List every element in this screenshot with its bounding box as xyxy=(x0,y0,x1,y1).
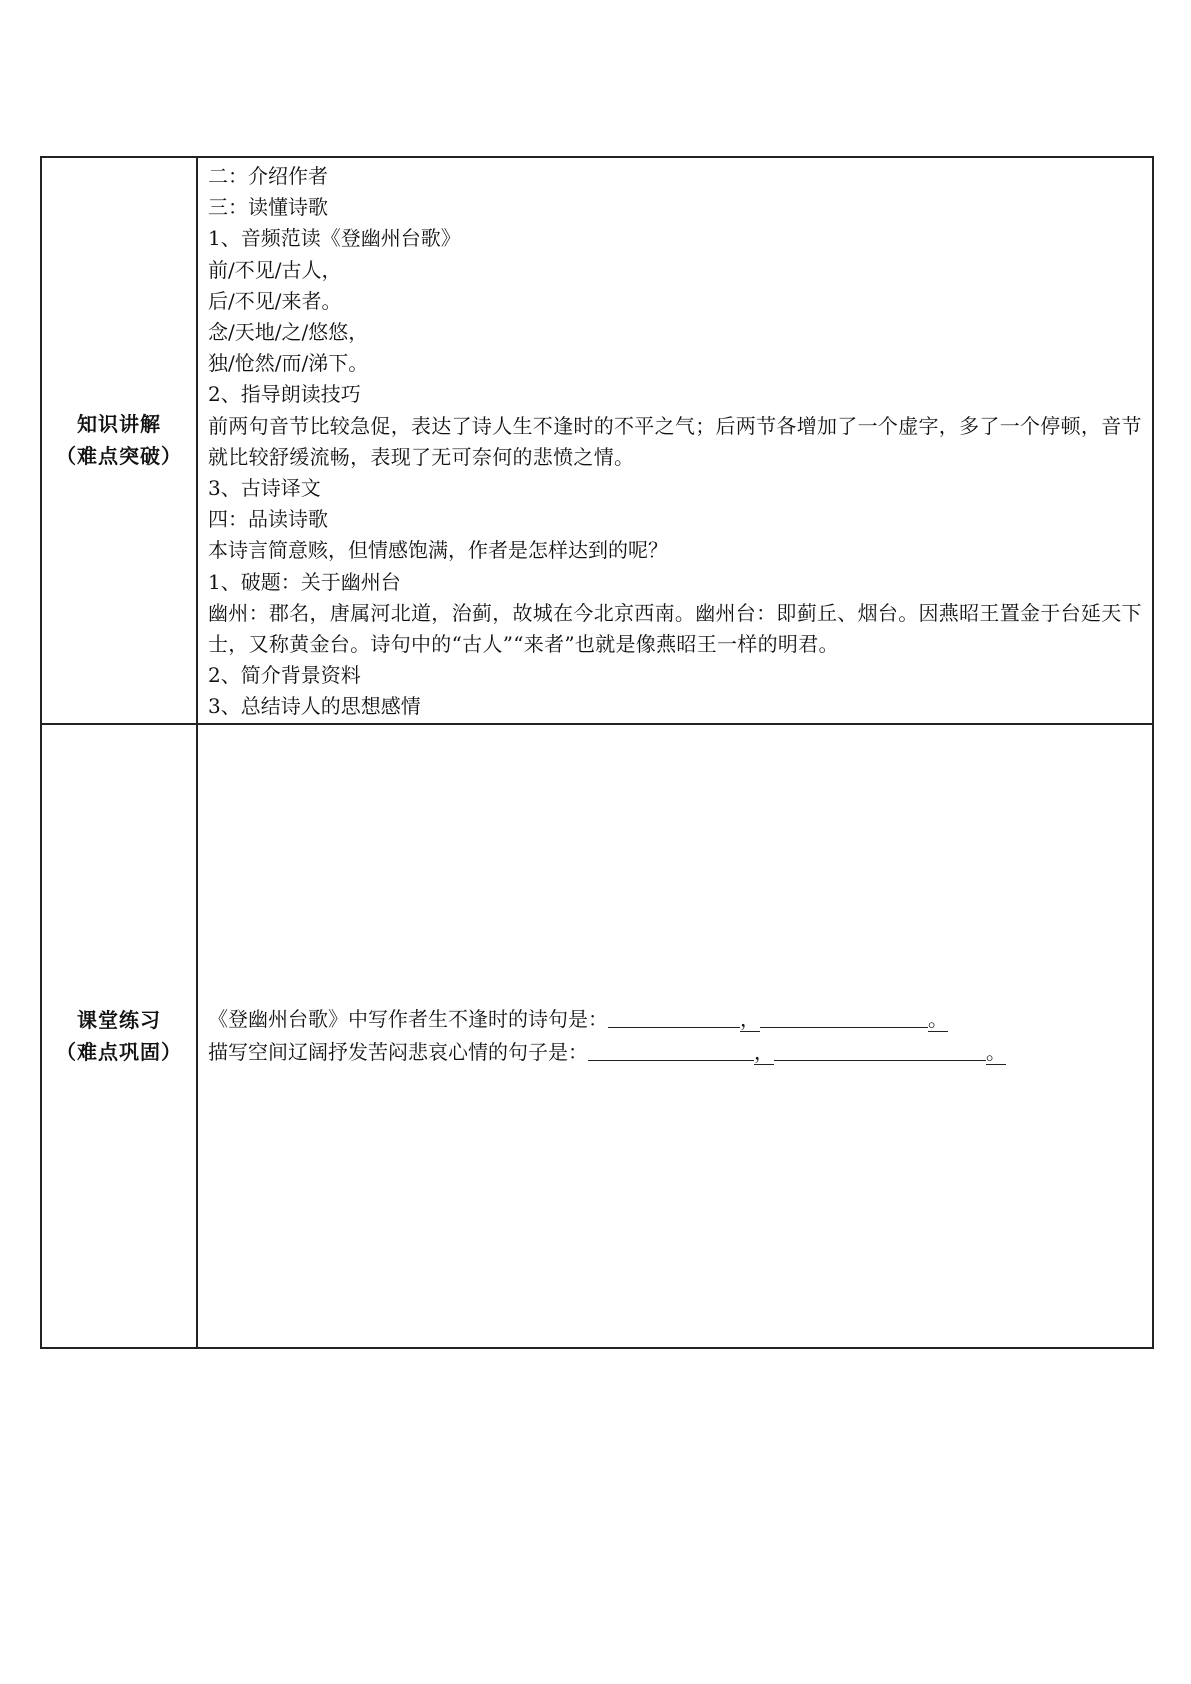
youzhou-note-paragraph: 幽州：郡名，唐属河北道，治蓟，故城在今北京西南。幽州台：即蓟丘、烟台。因燕昭王置金于台延天下士，又称黄金台。诗句中的“古人”“来者”也就是像燕昭王一样的明君。 xyxy=(208,600,1142,657)
blank-period: 。 xyxy=(986,1039,1006,1064)
poem-line: 前/不见/古人， xyxy=(208,257,342,282)
knowledge-label-cell xyxy=(41,157,197,724)
practice-row xyxy=(41,724,1153,1348)
answer-blank-1b[interactable] xyxy=(760,1005,928,1028)
practice-question-2 xyxy=(208,1036,1144,1068)
practice-content xyxy=(208,1003,1144,1067)
practice-label-subtitle: （难点巩固） xyxy=(56,1039,182,1064)
text-line: 3、总结诗人的思想感情 xyxy=(208,694,421,719)
lesson-table xyxy=(40,156,1154,1349)
practice-label-cell xyxy=(41,724,197,1348)
text-line: 二：介绍作者 xyxy=(208,164,328,188)
answer-blank-2b[interactable] xyxy=(774,1038,986,1061)
poem-line: 独/怆然/而/涕下。 xyxy=(208,351,369,376)
answer-blank-1a[interactable] xyxy=(608,1005,740,1028)
blank-comma: ， xyxy=(740,1007,760,1032)
text-line: 1、破题：关于幽州台 xyxy=(208,569,401,594)
text-line: 三：读懂诗歌 xyxy=(208,195,328,220)
knowledge-row xyxy=(41,157,1153,724)
practice-question-1 xyxy=(208,1003,1144,1035)
blank-period: 。 xyxy=(928,1007,948,1032)
text-line: 本诗言简意赅，但情感饱满，作者是怎样达到的呢？ xyxy=(208,538,668,563)
text-line: 1、音频范读《登幽州台歌》 xyxy=(208,226,461,251)
text-line: 四：品读诗歌 xyxy=(208,507,328,532)
practice-label-title: 课堂练习 xyxy=(77,1007,161,1032)
blank-comma: ， xyxy=(754,1039,774,1064)
text-line: 2、指导朗读技巧 xyxy=(208,382,361,407)
poem-line: 后/不见/来者。 xyxy=(208,288,342,313)
knowledge-label-subtitle: （难点突破） xyxy=(56,444,182,469)
knowledge-label-title: 知识讲解 xyxy=(77,412,161,437)
answer-blank-2a[interactable] xyxy=(588,1038,754,1061)
poem-line: 念/天地/之/悠悠， xyxy=(208,320,369,345)
text-line: 2、简介背景资料 xyxy=(208,663,361,688)
question-1-prompt: 《登幽州台歌》中写作者生不逢时的诗句是： xyxy=(208,1007,608,1032)
practice-content-cell xyxy=(197,724,1153,1348)
reading-tip-paragraph: 前两句音节比较急促，表达了诗人生不逢时的不平之气；后两节各增加了一个虚字，多了一个停顿，音节就比较舒缓流畅，表现了无可奈何的悲愤之情。 xyxy=(208,413,1142,469)
knowledge-content-cell xyxy=(197,157,1153,724)
text-line: 3、古诗译文 xyxy=(208,476,321,501)
knowledge-content xyxy=(208,158,1144,723)
question-2-prompt: 描写空间辽阔抒发苦闷悲哀心情的句子是： xyxy=(208,1039,588,1064)
